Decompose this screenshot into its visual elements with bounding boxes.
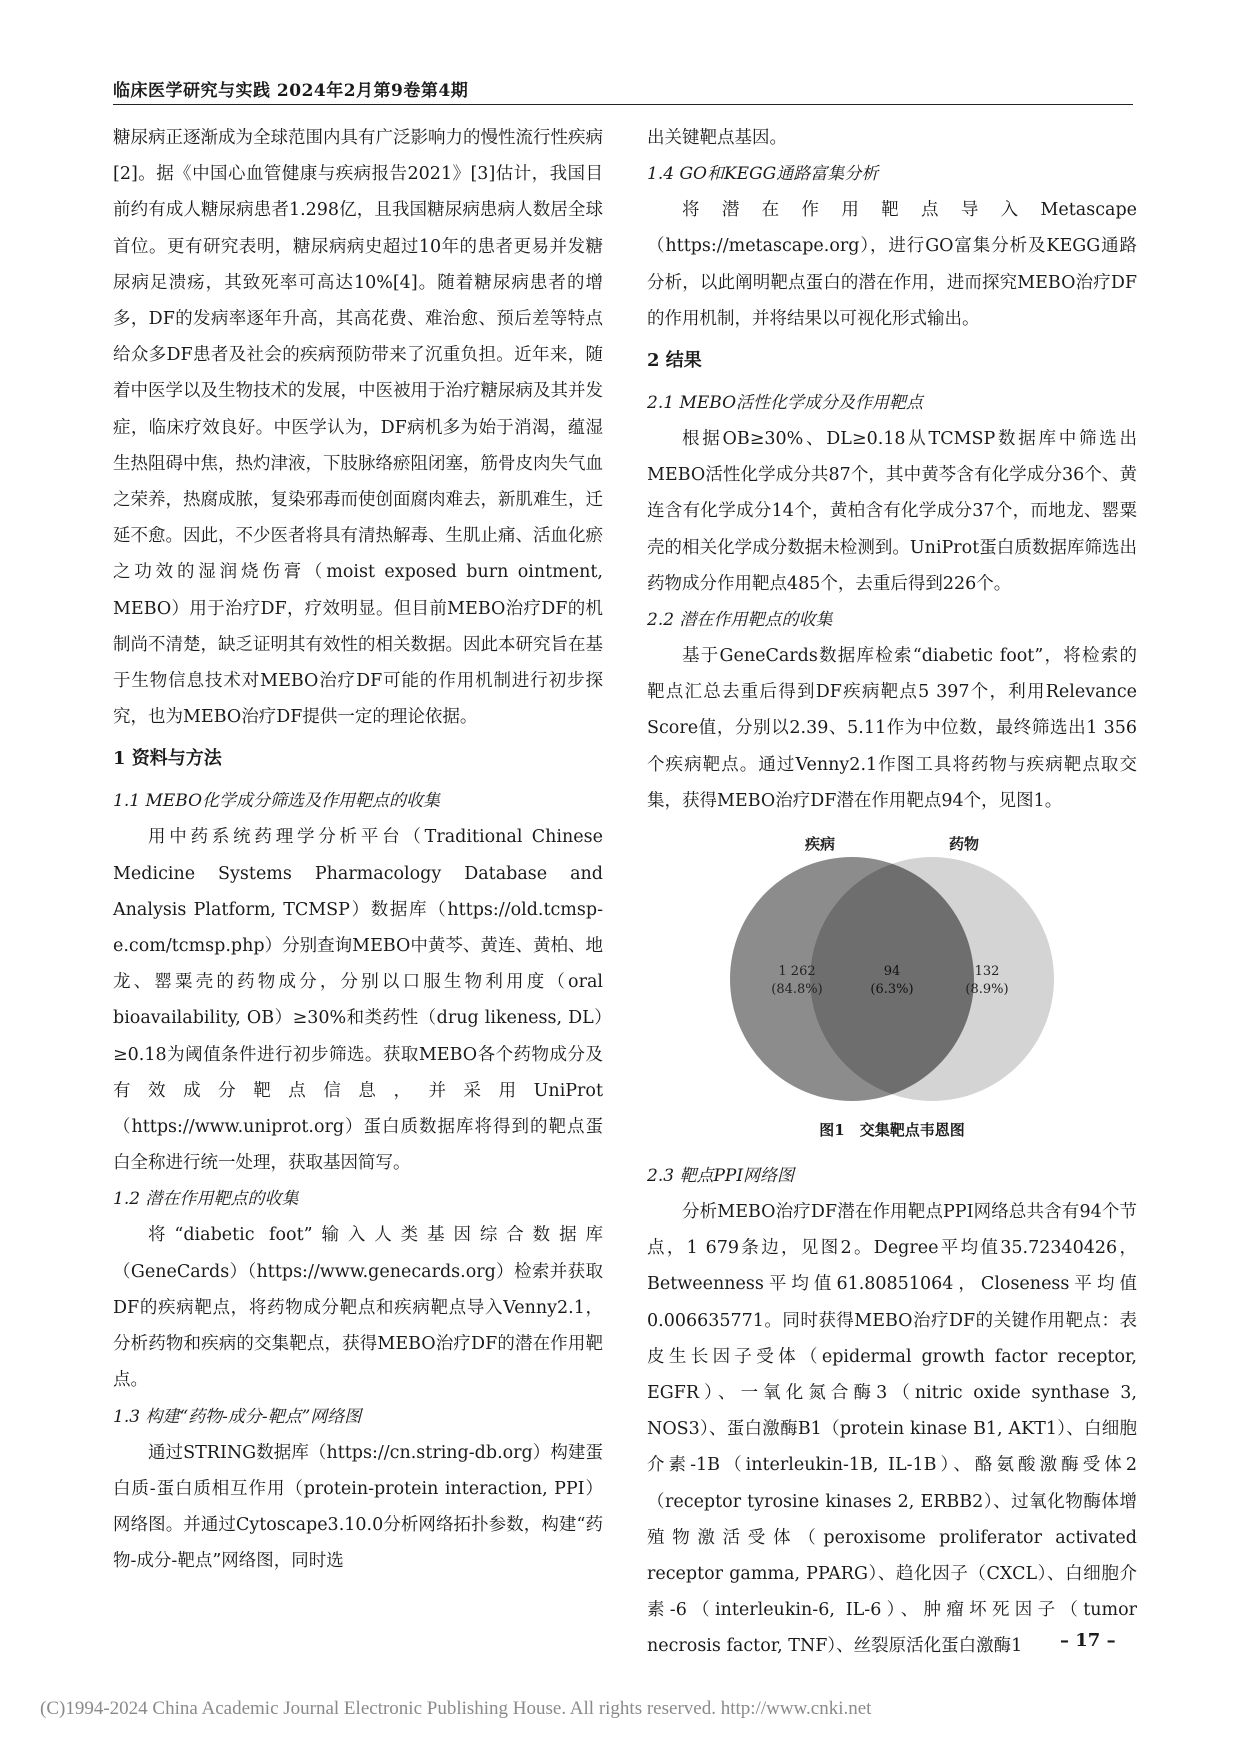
subsection-heading-2-2: 2.2 潜在作用靶点的收集 — [647, 610, 833, 631]
subsection-heading-1-1: 1.1 MEBO化学成分筛选及作用靶点的收集 — [113, 791, 441, 812]
venn-figure — [647, 829, 1137, 1119]
venn-left-count: 1 262 — [778, 964, 816, 980]
venn-right-label: 药物 — [948, 835, 980, 854]
subsection-heading-2-3: 2.3 靶点PPI网络图 — [647, 1166, 795, 1187]
paragraph-2-2: 基于GeneCards数据库检索“diabetic foot”，将检索的靶点汇总去重后得到DF疾病靶点5 397个，利用Relevance Score值，分别以2.39、5.11作为中位数，最终筛选出1 356个疾病靶点。通过Venny2.1作图工具将药物与疾病靶点取交集，获得MEBO治疗DF潜在作用靶点94个，见图1。 — [647, 646, 1137, 811]
paragraph-2-1: 根据OB≥30%、DL≥0.18从TCMSP数据库中筛选出MEBO活性化学成分共87个，其中黄芩含有化学成分36个、黄连含有化学成分14个，黄柏含有化学成分37个，而地龙、罂粟壳的相关化学成分数据未检测到。UniProt蛋白质数据库筛选出药物成分作用靶点485个，去重后得到226个。 — [647, 429, 1137, 594]
paragraph-1-1: 用中药系统药理学分析平台（Traditional Chinese Medicine Systems Pharmacology Database and Analysis Platform, TCMSP）数据库（https://old.tcmsp-e.com/tcmsp.php）分别查询MEBO中黄芩、黄连、黄柏、地龙、罂粟壳的药物成分，分别以口服生物利用度（oral bioavailability, OB）≥30%和类药性（drug likeness, DL）≥0.18为阈值条件进行初步筛选。获取MEBO各个药物成分及有效成分靶点信息，并采用UniProt（https://www.uniprot.org）蛋白质数据库将得到的靶点蛋白全称进行统一处理，获取基因简写。 — [113, 827, 603, 1174]
venn-overlap-pct: (6.3%) — [870, 982, 914, 998]
page-number: – 17 – — [1060, 1630, 1116, 1651]
figure-caption: 图1 交集靶点韦恩图 — [819, 1121, 965, 1140]
venn-left-label: 疾病 — [804, 835, 836, 854]
right-column — [647, 120, 1137, 1665]
venn-right-count: 132 — [974, 964, 1000, 980]
journal-header: 临床医学研究与实践 2024年2月第9卷第4期 — [113, 81, 469, 101]
venn-overlap-count: 94 — [883, 964, 901, 980]
header-rule — [113, 104, 1133, 105]
left-column — [113, 120, 603, 1579]
paragraph-2-3: 分析MEBO治疗DF潜在作用靶点PPI网络总共含有94个节点，1 679条边，见图2。Degree平均值35.72340426，Betweenness平均值61.80851064，Closeness平均值0.006635771。同时获得MEBO治疗DF的关键作用靶点：表皮生长因子受体（epidermal growth factor receptor, EGFR）、一氧化氮合酶3（nitric oxide synthase 3, NOS3）、蛋白激酶B1（protein kinase B1, AKT1）、白细胞介素-1B（interleukin-1B, IL-1B）、酪氨酸激酶受体2（receptor tyrosine kinases 2, ERBB2）、过氧化物酶体增殖物激活受体（peroxisome proliferator activated receptor gamma, PPARG）、趋化因子（CXCL）、白细胞介素-6（interleukin-6, IL-6）、肿瘤坏死因子（tumor necrosis factor, TNF）、丝裂原活化蛋白激酶1 — [647, 1202, 1137, 1657]
venn-right-pct: (8.9%) — [965, 982, 1009, 998]
paragraph-1-4: 将潜在作用靶点导入Metascape（https://metascape.org），进行GO富集分析及KEGG通路分析，以此阐明靶点蛋白的潜在作用，进而探究MEBO治疗DF的作用机制，并将结果以可视化形式输出。 — [647, 200, 1137, 329]
section-heading-2: 2 结果 — [647, 350, 702, 372]
copyright-footer: (C)1994-2024 China Academic Journal Electronic Publishing House. All rights reserved. http://www.cnki.net — [40, 1698, 872, 1719]
venn-diagram — [702, 829, 1082, 1109]
subsection-heading-1-3: 1.3 构建“药物-成分-靶点”网络图 — [113, 1406, 362, 1427]
subsection-heading-2-1: 2.1 MEBO活性化学成分及作用靶点 — [647, 393, 924, 414]
subsection-heading-1-4: 1.4 GO和KEGG通路富集分析 — [647, 164, 879, 185]
section-heading-1: 1 资料与方法 — [113, 748, 222, 770]
continued-paragraph: 出关键靶点基因。 — [647, 128, 787, 148]
paragraph-1-2: 将“diabetic foot”输入人类基因综合数据库（GeneCards）（https://www.genecards.org）检索并获取DF的疾病靶点，将药物成分靶点和疾病靶点导入Venny2.1，分析药物和疾病的交集靶点，获得MEBO治疗DF的潜在作用靶点。 — [113, 1225, 603, 1391]
subsection-heading-1-2: 1.2 潜在作用靶点的收集 — [113, 1189, 299, 1210]
venn-left-pct: (84.8%) — [771, 982, 823, 998]
intro-paragraph: 糖尿病正逐渐成为全球范围内具有广泛影响力的慢性流行性疾病[2]。据《中国心血管健康与疾病报告2021》[3]估计，我国目前约有成人糖尿病患者1.298亿，且我国糖尿病患病人数居全球首位。更有研究表明，糖尿病病史超过10年的患者更易并发糖尿病足溃疡，其致死率可高达10%[4]。随着糖尿病患者的增多，DF的发病率逐年升高，其高花费、难治愈、预后差等特点给众多DF患者及社会的疾病预防带来了沉重负担。近年来，随着中医学以及生物技术的发展，中医被用于治疗糖尿病及其并发症，临床疗效良好。中医学认为，DF病机多为始于消渴，蕴湿生热阻碍中焦，热灼津液，下肢脉络瘀阻闭塞，筋骨皮肉失气血之荣养，热腐成脓，复染邪毒而使创面腐肉难去，新肌难生，迁延不愈。因此，不少医者将具有清热解毒、生肌止痛、活血化瘀之功效的湿润烧伤膏（moist exposed burn ointment, MEBO）用于治疗DF，疗效明显。但目前MEBO治疗DF的机制尚不清楚，缺乏证明其有效性的相关数据。因此本研究旨在基于生物信息技术对MEBO治疗DF可能的作用机制进行初步探究，也为MEBO治疗DF提供一定的理论依据。 — [113, 128, 603, 728]
paragraph-1-3: 通过STRING数据库（https://cn.string-db.org）构建蛋白质-蛋白质相互作用（protein-protein interaction, PPI）网络图。并通过Cytoscape3.10.0分析网络拓扑参数，构建“药物-成分-靶点”网络图，同时选 — [113, 1442, 603, 1572]
